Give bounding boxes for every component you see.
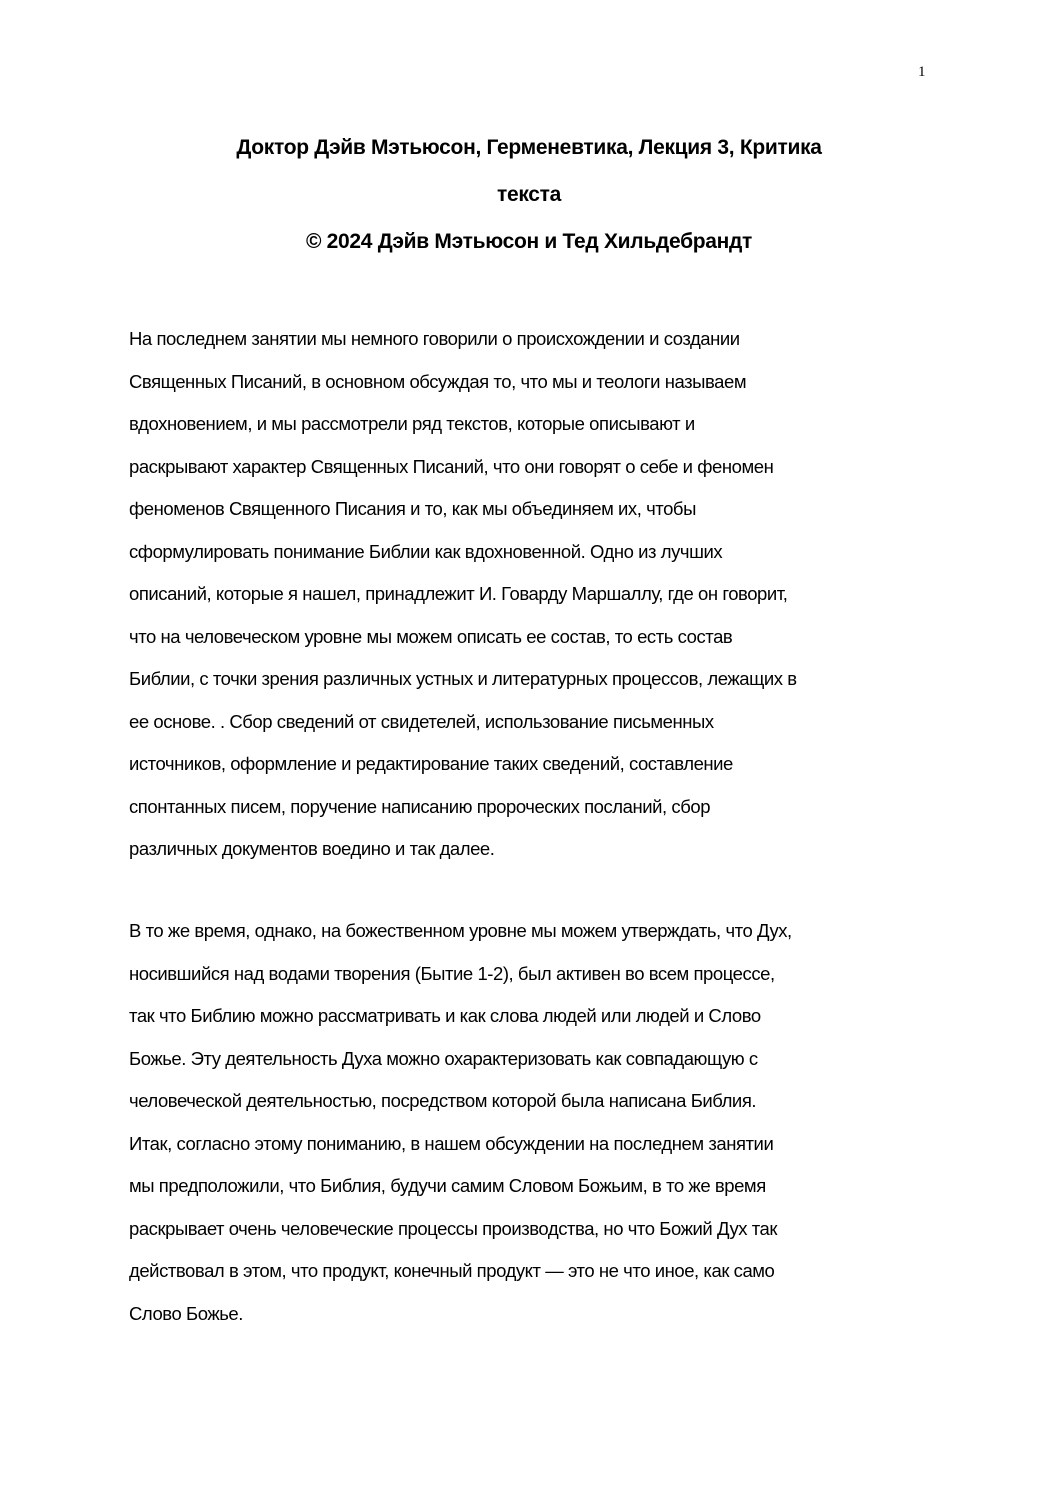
text-line: вдохновением, и мы рассмотрели ряд текстов, которые описывают и — [129, 413, 695, 434]
text-line: Божье. Эту деятельность Духа можно охарактеризовать как совпадающую с — [129, 1047, 758, 1069]
text-line: раскрывают характер Священных Писаний, что они говорят о себе и феномен — [129, 455, 774, 477]
text-line: В то же время, однако, на божественном уровне мы можем утверждать, что Дух, — [129, 920, 792, 941]
text-line: спонтанных писем, поручение написанию пророческих посланий, сбор — [129, 795, 711, 817]
text-line: мы предположили, что Библия, будучи самим Словом Божьим, в то же время — [129, 1175, 766, 1196]
text-line: источников, оформление и редактирование таких сведений, составление — [129, 753, 733, 774]
text-line: что на человеческом уровне мы можем описать ее состав, то есть состав — [129, 625, 733, 647]
text-line: феноменов Священного Писания и то, как мы объединяем их, чтобы — [129, 498, 696, 519]
text-line: Священных Писаний, в основном обсуждая то, что мы и теологи называем — [129, 370, 747, 392]
text-line: Слово Божье. — [129, 1302, 243, 1324]
text-line: Библии, с точки зрения различных устных и литературных процессов, лежащих в — [129, 668, 797, 689]
text-line: ее основе. . Сбор сведений от свидетелей, использование письменных — [129, 710, 714, 732]
text-line: описаний, которые я нашел, принадлежит И. Говарду Маршаллу, где он говорит, — [129, 583, 788, 604]
document-title-line-2: текста — [496, 183, 562, 206]
paragraph-2 — [129, 910, 792, 1335]
text-line: действовал в этом, что продукт, конечный продукт — это не что иное, как само — [129, 1260, 775, 1281]
text-line: так что Библию можно рассматривать и как слова людей или людей и Слово — [129, 1005, 761, 1026]
text-line: различных документов воедино и так далее. — [129, 838, 495, 859]
text-line: носившийся над водами творения (Бытие 1-2), был активен во всем процессе, — [129, 962, 775, 984]
text-line: раскрывает очень человеческие процессы производства, но что Божий Дух так — [129, 1217, 778, 1239]
page-number: 1 — [918, 64, 926, 80]
paragraph-1 — [129, 318, 797, 871]
text-line: На последнем занятии мы немного говорили о происхождении и создании — [129, 328, 740, 349]
text-line: сформулировать понимание Библии как вдохновенной. Одно из лучших — [129, 540, 723, 562]
copyright-line: © 2024 Дэйв Мэтьюсон и Тед Хильдебрандт — [305, 230, 753, 253]
document-title-line-1: Доктор Дэйв Мэтьюсон, Герменевтика, Лекция 3, Критика — [236, 136, 822, 159]
text-line: Итак, согласно этому пониманию, в нашем обсуждении на последнем занятии — [129, 1132, 774, 1154]
text-line: человеческой деятельностью, посредством которой была написана Библия. — [129, 1090, 757, 1111]
